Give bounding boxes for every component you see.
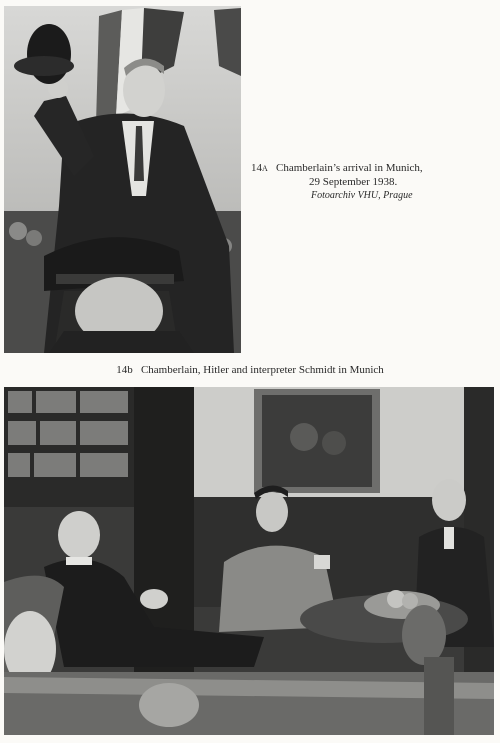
plate-number-14a: 14a (251, 162, 268, 174)
photo-munich-meeting (4, 387, 494, 735)
caption-14a-date: 29 September 1938. (309, 176, 398, 188)
caption-14a-credit: Fotoarchiv VHU, Prague (311, 190, 413, 201)
photo-chamberlain-arrival (4, 6, 241, 353)
plate-number-14b: 14b (116, 364, 133, 376)
caption-14b-text: Chamberlain, Hitler and interpreter Schmidt in Munich (140, 364, 384, 376)
caption-plate-14a (251, 161, 476, 203)
caption-14a-text: Chamberlain’s arrival in Munich, (276, 162, 423, 174)
caption-14a-line1 (251, 161, 476, 175)
caption-plate-14b (0, 364, 500, 376)
